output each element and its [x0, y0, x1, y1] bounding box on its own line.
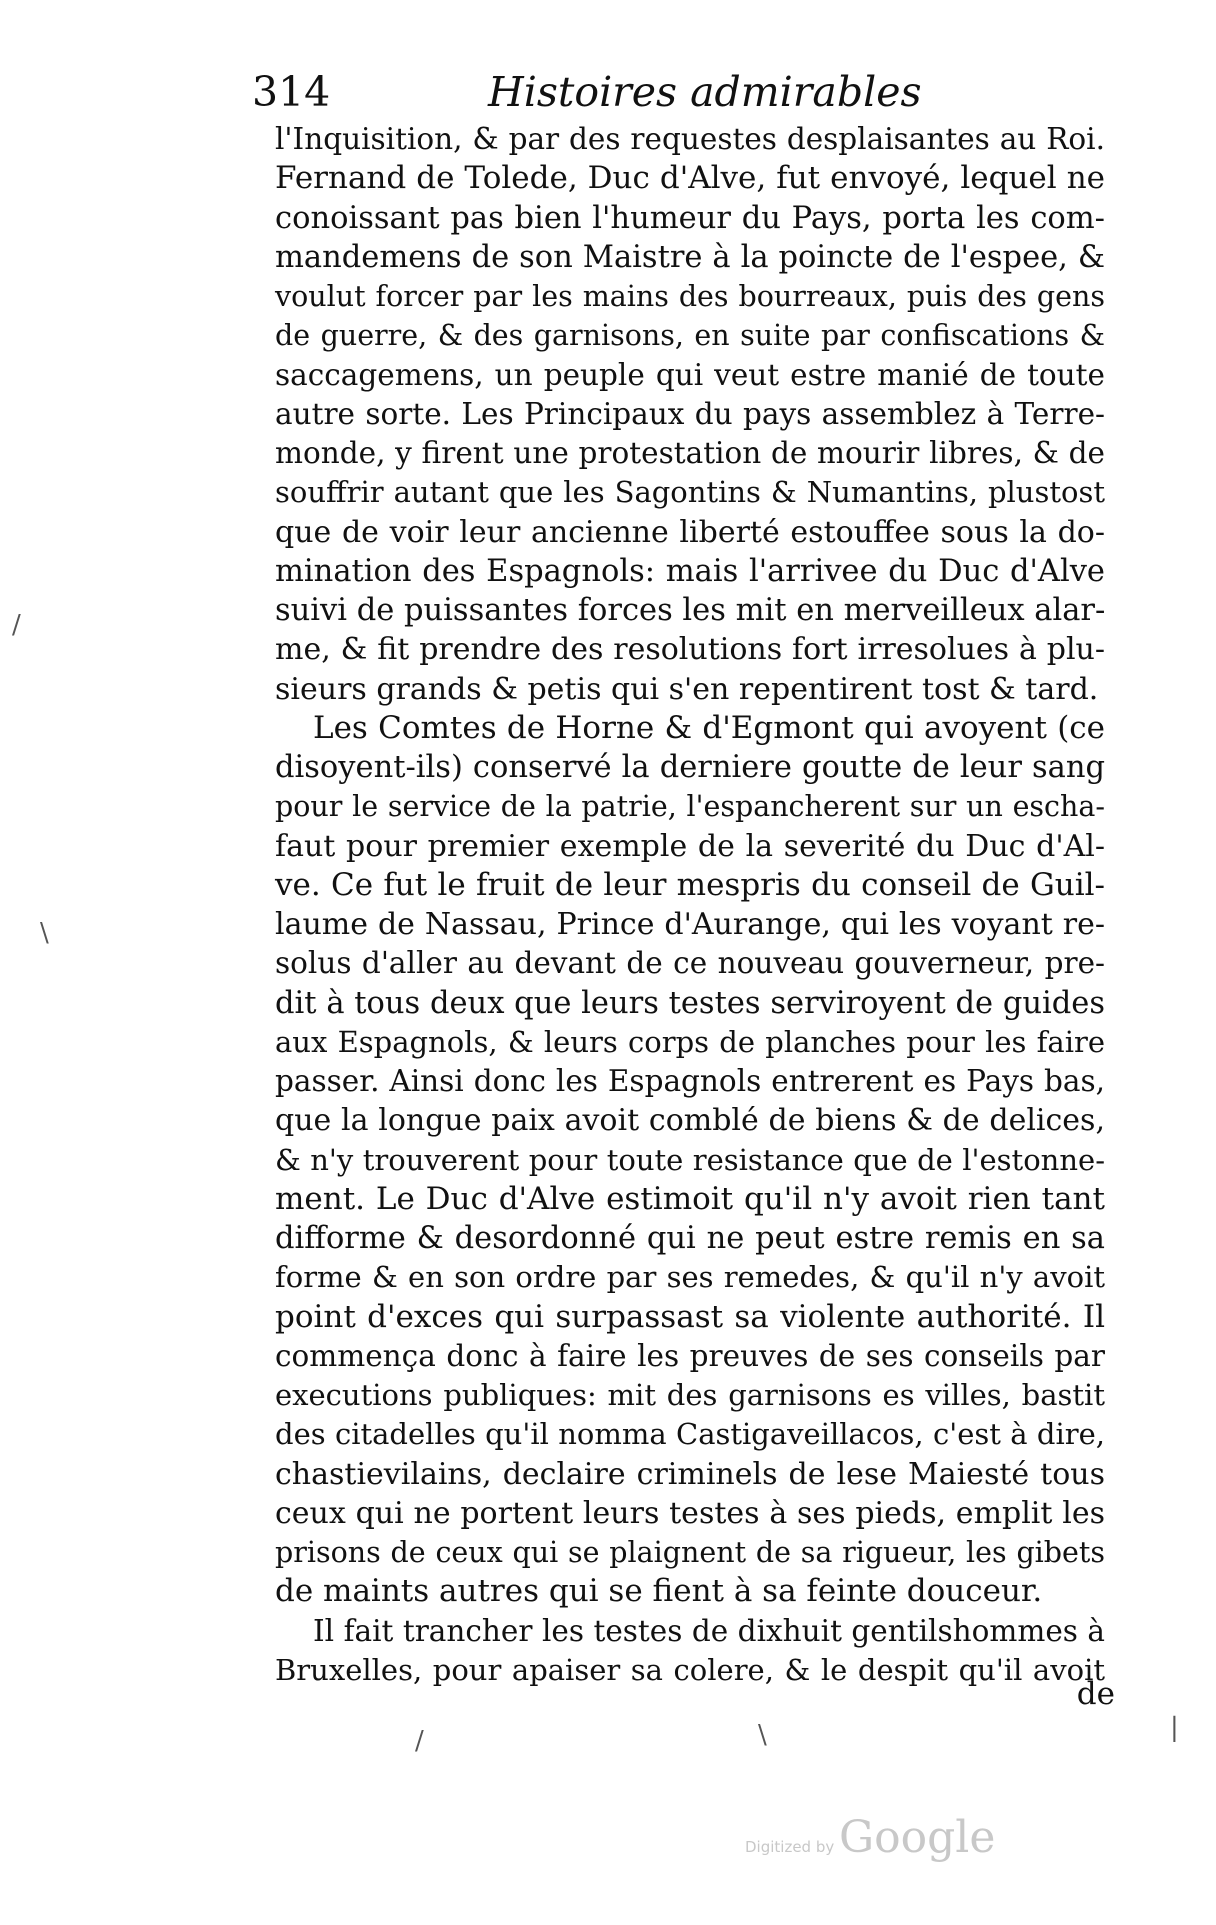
- text-line: conoissant pas bien l'humeur du Pays, porta les com-: [275, 200, 1105, 236]
- text-line: de guerre, & des garnisons, en suite par confiscations &: [275, 319, 1105, 353]
- text-line: autre sorte. Les Principaux du pays assemblez à Terre-: [275, 396, 1105, 431]
- text-line: Bruxelles, pour apaiser sa colere, & le despit qu'il avoit: [275, 1652, 1105, 1687]
- text-line: l'Inquisition, & par des requestes desplaisantes au Roi.: [275, 122, 1105, 156]
- text-line: aux Espagnols, & leurs corps de planches pour les faire: [275, 1024, 1105, 1059]
- text-line: & n'y trouverent pour toute resistance que de l'estonne-: [275, 1142, 1105, 1177]
- catchword: de: [1076, 1676, 1115, 1712]
- text-line: laume de Nassau, Prince d'Aurange, qui les voyant re-: [275, 907, 1105, 942]
- text-line: prisons de ceux qui se plaignent de sa rigueur, les gibets: [275, 1536, 1105, 1569]
- text-line: ceux qui ne portent leurs testes à ses pieds, emplit les: [275, 1495, 1105, 1531]
- text-line: ve. Ce fut le fruit de leur mespris du conseil de Guil-: [275, 866, 1105, 903]
- text-line: faut pour premier exemple de la severité du Duc d'Al-: [275, 828, 1105, 864]
- paragraph-start-line: Il fait trancher les testes de dixhuit gentilshommes à: [313, 1613, 1105, 1648]
- text-line: voulut forcer par les mains des bourreaux, puis des gens: [275, 280, 1105, 313]
- stray-mark: \: [40, 918, 49, 948]
- text-line: point d'exces qui surpassast sa violente authorité. Il: [275, 1298, 1105, 1335]
- page-number: 314: [252, 68, 331, 116]
- text-line: dit à tous deux que leurs testes serviroyent de guides: [275, 985, 1105, 1021]
- text-line: mination des Espagnols: mais l'arrivee du Duc d'Alve: [275, 553, 1105, 589]
- stray-mark: /: [415, 1726, 424, 1756]
- text-line: que de voir leur ancienne liberté estouffee sous la do-: [275, 514, 1105, 550]
- body-text: [275, 120, 1105, 1690]
- text-line: que la longue paix avoit comblé de biens & de delices,: [275, 1103, 1105, 1139]
- page-header: [252, 62, 1102, 122]
- text-line: Fernand de Tolede, Duc d'Alve, fut envoyé, lequel ne: [275, 160, 1105, 197]
- text-line: solus d'aller au devant de ce nouveau gouverneur, pre-: [275, 946, 1105, 981]
- text-line: disoyent-ils) conservé la derniere goutte de leur sang: [275, 750, 1105, 785]
- digitized-by-google-watermark: [745, 1810, 1005, 1870]
- text-line: forme & en son ordre par ses remedes, & qu'il n'y avoit: [275, 1260, 1105, 1295]
- stray-mark: /: [12, 610, 21, 640]
- text-line: me, & fit prendre des resolutions fort irresolues à plu-: [275, 632, 1105, 668]
- running-title: Histoires admirables: [488, 68, 922, 116]
- watermark-prefix: Digitized by: [745, 1838, 835, 1856]
- text-line: difforme & desordonné qui ne peut estre remis en sa: [275, 1221, 1105, 1256]
- stray-mark: \: [758, 1720, 767, 1750]
- text-line: commença donc à faire les preuves de ses conseils par: [275, 1338, 1105, 1373]
- text-line: suivi de puissantes forces les mit en merveilleux alar-: [275, 593, 1106, 628]
- text-line: pour le service de la patrie, l'espancherent sur un escha-: [275, 790, 1105, 824]
- text-line: ment. Le Duc d'Alve estimoit qu'il n'y avoit rien tant: [275, 1180, 1105, 1217]
- paragraph-start-line: Les Comtes de Horne & d'Egmont qui avoyent (ce: [313, 709, 1105, 746]
- text-line: chastievilains, declaire criminels de lese Maiesté tous: [275, 1456, 1105, 1492]
- text-line: monde, y firent une protestation de mourir libres, & de: [275, 436, 1105, 470]
- google-logo: Google: [839, 1812, 996, 1863]
- text-line: de maints autres qui se fient à sa feinte douceur.: [275, 1573, 1043, 1610]
- stray-mark: |: [1170, 1713, 1179, 1743]
- text-line: passer. Ainsi donc les Espagnols entrerent es Pays bas,: [275, 1064, 1105, 1098]
- text-line: mandemens de son Maistre à la poincte de l'espee, &: [275, 239, 1105, 275]
- text-line: souffrir autant que les Sagontins & Numantins, plustost: [275, 475, 1105, 510]
- text-line: saccagemens, un peuple qui veut estre manié de toute: [275, 357, 1105, 392]
- text-line: executions publiques: mit des garnisons es villes, bastit: [275, 1378, 1105, 1412]
- text-line: sieurs grands & petis qui s'en repentirent tost & tard.: [275, 671, 1099, 707]
- text-line: des citadelles qu'il nomma Castigaveillacos, c'est à dire,: [275, 1417, 1105, 1452]
